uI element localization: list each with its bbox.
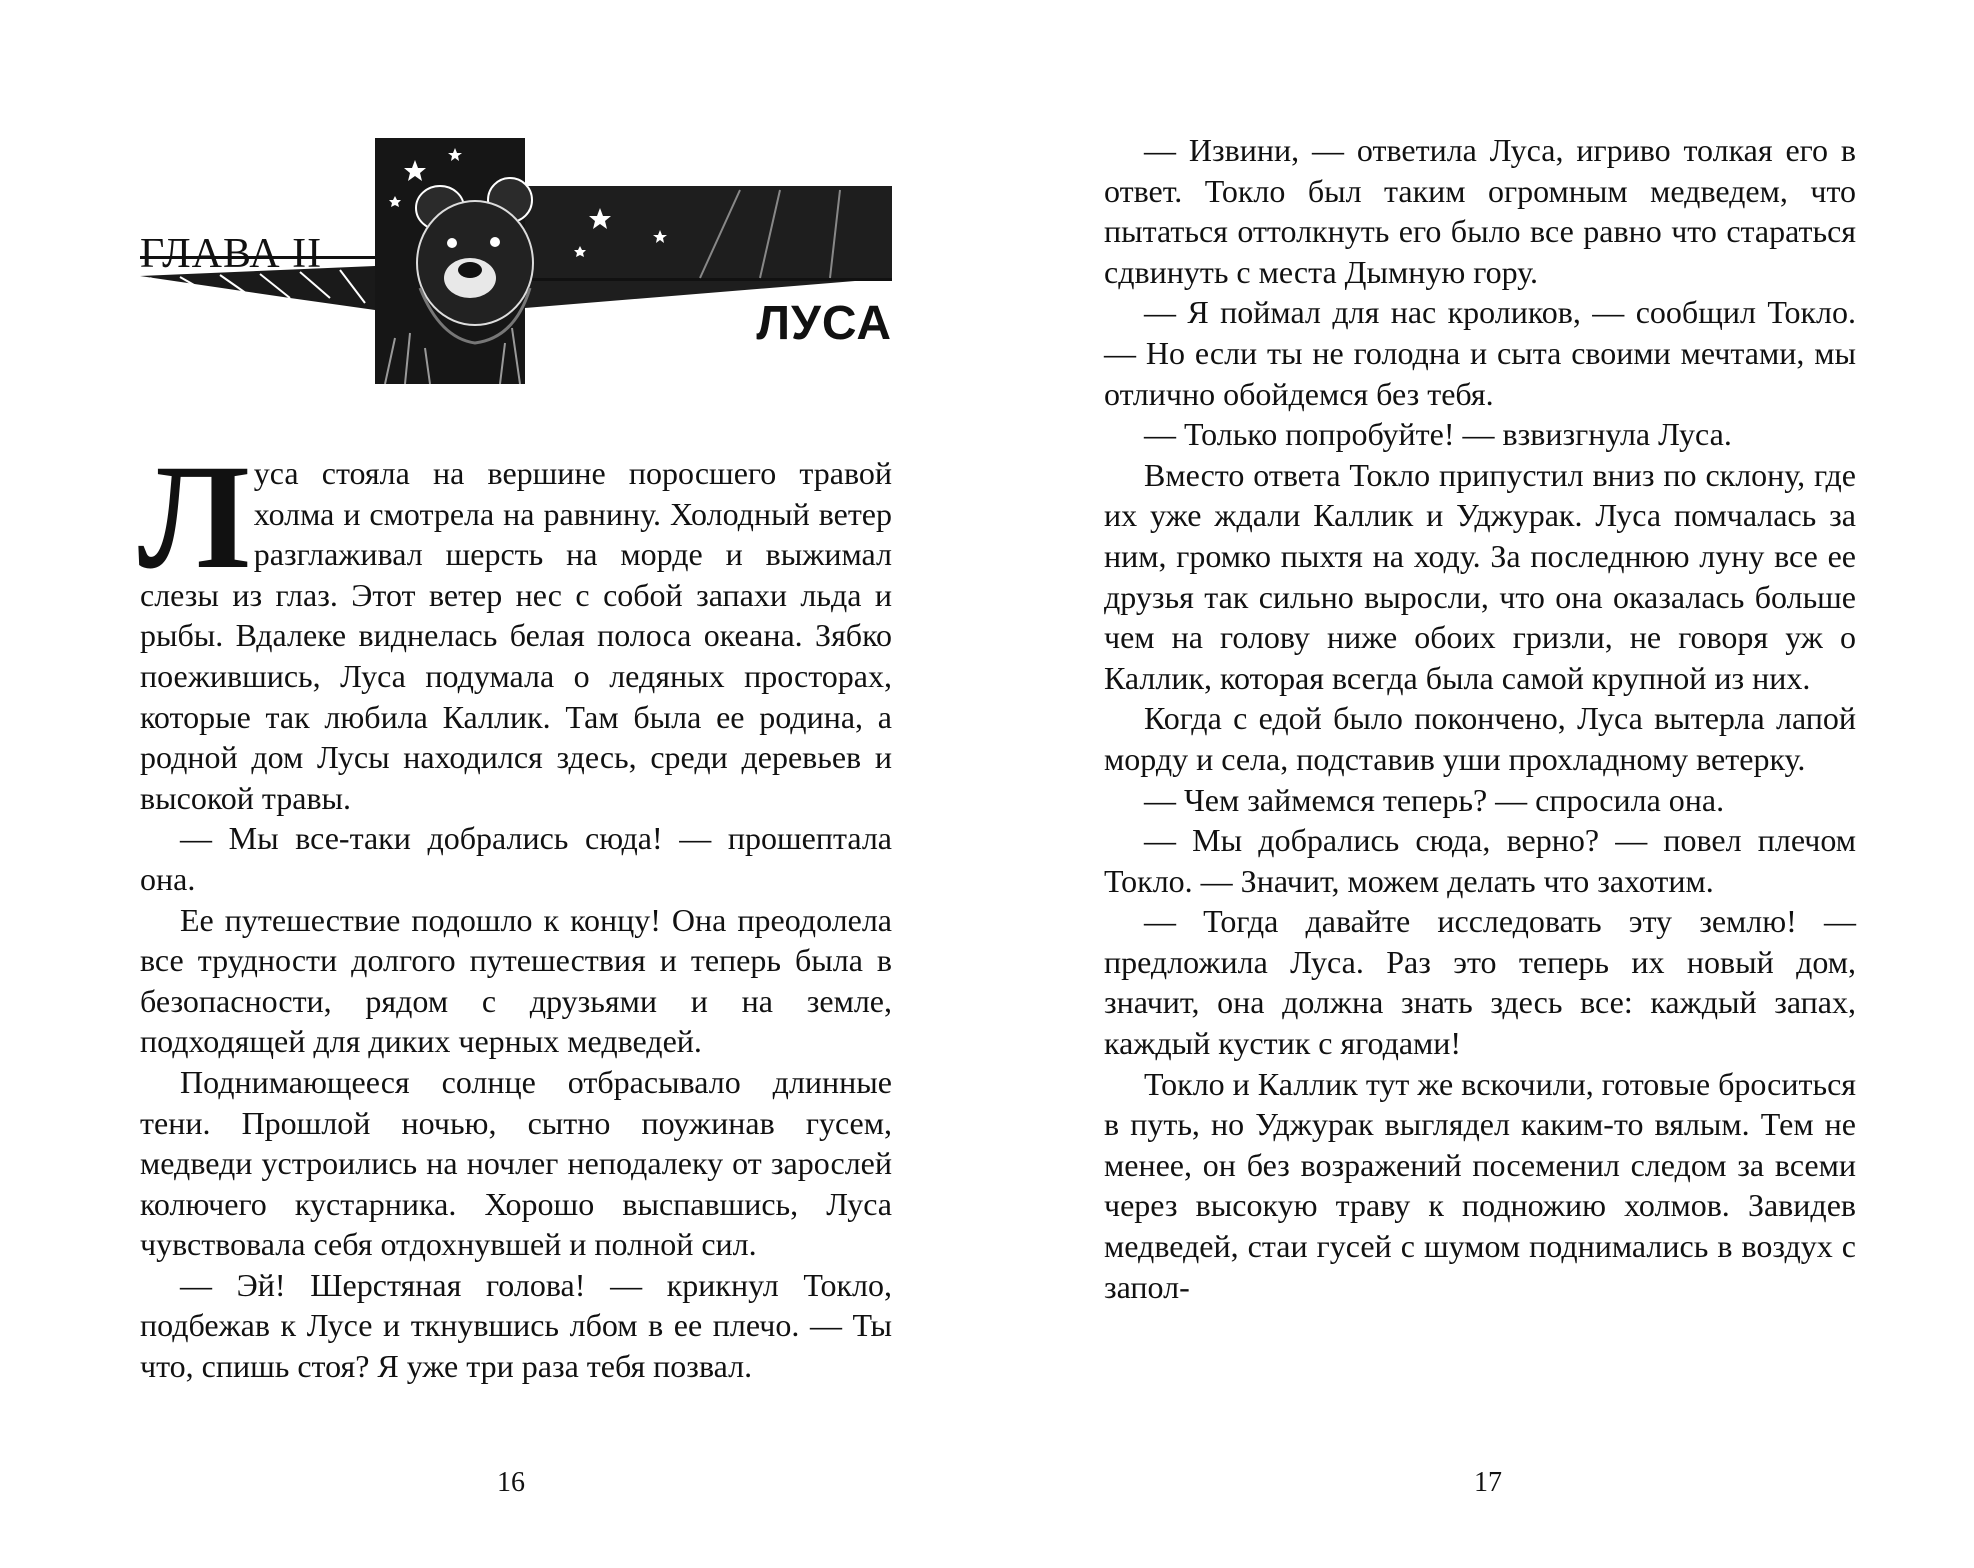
left-page-text	[138, 434, 892, 1387]
page-number: 16	[497, 1467, 525, 1498]
chapter-header	[140, 138, 892, 384]
paragraph: Ее путешествие подошло к концу! Она преодолела все трудности долгого путешествия и теперь была в безопасности, рядом с друзьями и на земле, подходящей для диких черных медведей.	[140, 901, 892, 1060]
page-number: 17	[1474, 1467, 1502, 1498]
paragraph-text: уса стояла на вершине поросшего травой холма и смотрела на равнину. Холодный ветер разглаживал шерсть на морде и выжимал слезы из глаз. Этот ветер нес с собой запахи льда и рыбы. Вдалеке виднелась белая полоса океана. Зябко поежившись, Луса подумала о ледяных просторах, которые так любила Каллик. Там была ее родина, а родной дом Лусы находился здесь, среди деревьев и высокой травы.	[140, 455, 892, 816]
drop-cap: Л	[138, 434, 250, 600]
paragraph	[138, 434, 892, 818]
paragraph: Токло и Каллик тут же вскочили, готовые броситься в путь, но Уджурак выглядел каким-то вялым. Тем не менее, он без возражений посеменил следом за всеми через высокую траву к подножию холмов. Завидев медведей, стаи гусей с шумом поднимались в воздух с запол-	[1104, 1065, 1856, 1305]
paragraph: — Эй! Шерстяная голова! — крикнул Токло, подбежав к Лусе и ткнувшись лбом в ее плечо. — Ты что, спишь стоя? Я уже три раза тебя позвал.	[140, 1266, 892, 1385]
paragraph: — Я поймал для нас кроликов, — сообщил Токло. — Но если ты не голодна и сыта своими мечтами, мы отлично обойдемся без тебя.	[1104, 294, 1856, 412]
paragraph: Поднимающееся солнце отбрасывало длинные тени. Прошлой ночью, сытно поужинав гусем, медведи устроились на ночлег неподалеку от зарослей колючего кустарника. Хорошо выспавшись, Луса чувствовала себя отдохнувшей и полной сил.	[140, 1063, 892, 1263]
paragraph: Вместо ответа Токло припустил вниз по склону, где их уже ждали Каллик и Уджурак. Луса помчалась за ним, громко пыхтя на ходу. За последнюю луну все ее друзья так сильно выросли, что она оказалась больше чем на голову ниже обоих гризли, не говоря уж о Каллик, которая всегда была самой крупной из них.	[1104, 456, 1856, 696]
paragraph: — Мы добрались сюда, верно? — повел плечом Токло. — Значит, можем делать что захотим.	[1104, 822, 1856, 899]
right-page-text	[1104, 130, 1856, 1307]
paragraph: Когда с едой было покончено, Луса вытерла лапой морду и села, подставив уши прохладному ветерку.	[1104, 700, 1856, 777]
paragraph: — Мы все-таки добрались сюда! — прошептала она.	[140, 820, 892, 897]
right-page	[987, 0, 1974, 1568]
paragraph: — Извини, — ответила Луса, игриво толкая его в ответ. Токло был таким огромным медведем, что пытаться оттолкнуть его было все равно что стараться сдвинуть с места Дымную гору.	[1104, 132, 1856, 290]
paragraph: — Чем займемся теперь? — спросила она.	[1144, 781, 1725, 818]
chapter-title: ГЛАВА II	[140, 231, 323, 277]
paragraph: — Только попробуйте! — взвизгнула Луса.	[1144, 416, 1732, 453]
paragraph: — Тогда давайте исследовать эту землю! — предложила Луса. Раз это теперь их новый дом, значит, она должна знать здесь все: каждый запах, каждый кустик с ягодами!	[1104, 903, 1856, 1062]
chapter-name: ЛУСА	[756, 297, 892, 350]
